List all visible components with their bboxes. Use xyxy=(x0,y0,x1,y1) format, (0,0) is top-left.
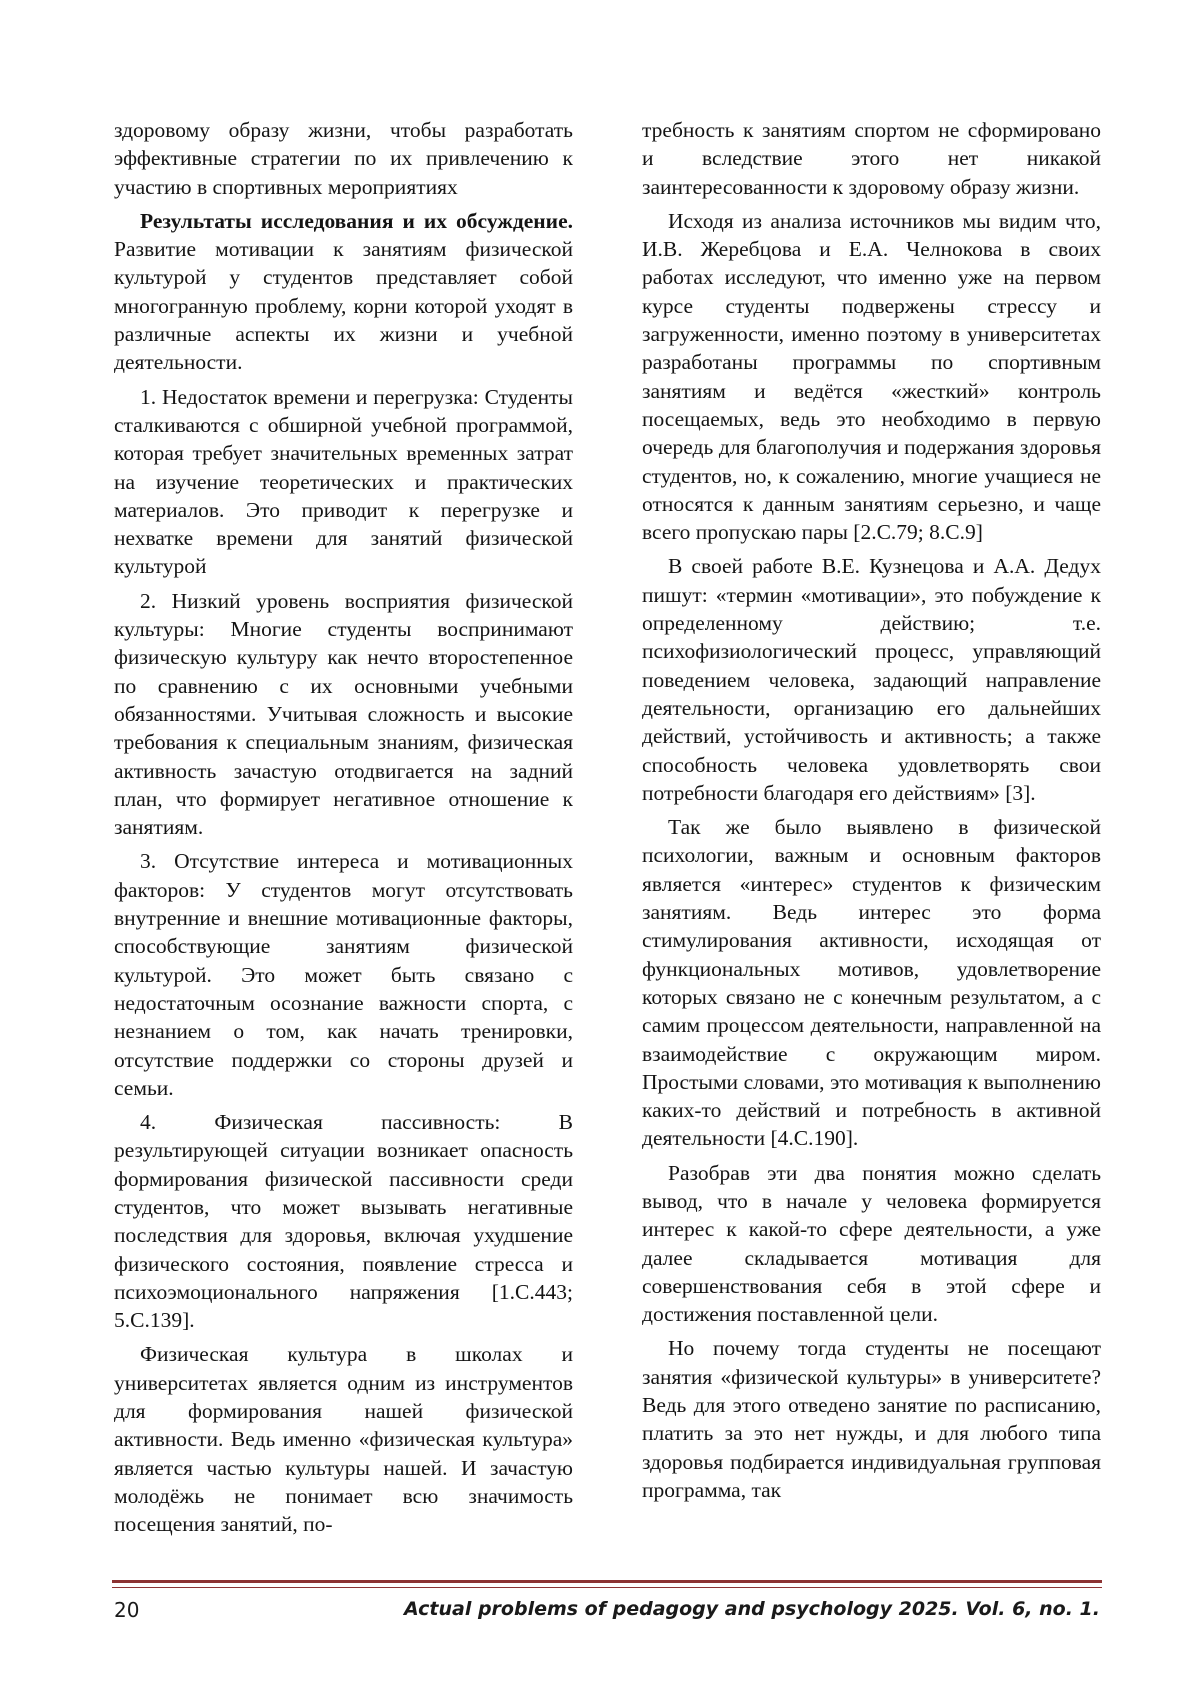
paragraph-motivation-term: В своей работе В.Е. Кузнецова и А.А. Дедух пишут: «термин «мотивации», это побуждение к определенному действию; т.е. психофизиологический процесс, управляющий поведением человека, задающий направление деятельности, организацию его дальнейших действий, устойчивость и активность; а также способность человека удовлетворять свои потребности благодаря его действиям» [3]. xyxy=(642,554,1101,805)
results-paragraph-body: Развитие мотивации к занятиям физической культурой у студентов представляет собой многогранную проблему, корни которой уходят в различные аспекты их жизни и учебной деятельности. xyxy=(114,237,573,375)
right-column xyxy=(642,116,1101,1510)
list-item-2: 2. Низкий уровень восприятия физической культуры: Многие студенты воспринимают физическую культуру как нечто второстепенное по сравнению с их основными учебными обязанностями. Учитывая сложность и высокие требования к специальным знаниям, физическая активность зачастую отодвигается на задний план, что формирует негативное отношение к занятиям. xyxy=(114,588,573,840)
paragraph-conclusion: Разобрав эти два понятия можно сделать вывод, что в начале у человека формируется интерес к какой-то сфере деятельности, а уже далее складывается мотивация для совершенствования себя в этой сфере и достижения поставленной цели. xyxy=(642,1160,1101,1327)
section-heading: Результаты исследования и их обсуждение. xyxy=(140,208,573,233)
paragraph-physical-culture: Физическая культура в школах и университетах является одним из инструментов для формирования нашей физической активности. Ведь именно «физическая культура» является частью культуры нашей. И зачастую молодёжь не понимает всю значимость посещения занятий, по- xyxy=(114,1342,573,1537)
left-column xyxy=(114,116,573,1545)
footer-rule-thick xyxy=(112,1580,1102,1583)
results-paragraph xyxy=(114,207,573,377)
list-item-4: 4. Физическая пассивность: В результирующей ситуации возникает опасность формирования физической пассивности среди студентов, что может вызывать негативные последствия для здоровья, включая ухудшение физического состояния, появление стресса и психоэмоционального напряжения [1.С.443; 5.С.139]. xyxy=(114,1110,573,1333)
paragraph-sources-analysis: Исходя из анализа источников мы видим что, И.В. Жеребцова и Е.А. Челнокова в своих работах исследуют, что именно уже на первом курсе студенты подвержены стрессу и загруженности, именно поэтому в университетах разработаны программы по спортивным занятиям и ведётся «жесткий» контроль посещаемых, ведь это необходимо в первую очередь для благополучия и подержания здоровья студентов, но, к сожалению, многие учащиеся не относятся к данным занятиям серьезно, и чаще всего пропускаю пары [2.С.79; 8.С.9] xyxy=(642,208,1101,545)
footer-rule-thin xyxy=(112,1587,1102,1588)
list-item-1: 1. Недостаток времени и перегрузка: Студенты сталкиваются с обширной учебной программой, которая требует значительных временных затрат на изучение теоретических и практических материалов. Это приводит к перегрузке и нехватке времени для занятий физической культурой xyxy=(114,384,573,579)
list-item-3: 3. Отсутствие интереса и мотивационных факторов: У студентов могут отсутствовать внутренние и внешние мотивационные факторы, способствующие занятиям физической культурой. Это может быть связано с недостаточным осознание важности спорта, с незнанием о том, как начать тренировки, отсутствие поддержки со стороны друзей и семьи. xyxy=(114,849,573,1100)
paragraph-continuation: здоровому образу жизни, чтобы разработать эффективные стратегии по их привлечению к участию в спортивных мероприятиях xyxy=(114,118,573,199)
paragraph-interest: Так же было выявлено в физической психологии, важным и основным факторов является «интерес» студентов к физическим занятиям. Ведь интерес это форма стимулирования активности, исходящая от функциональных мотивов, удовлетворение которых связано не с конечным результатом, а с самим процессом деятельности, направленной на взаимодействие с окружающим миром. Простыми словами, это мотивация к выполнению каких-то действий и потребность в активной деятельности [4.С.190]. xyxy=(642,815,1101,1151)
page-number: 20 xyxy=(114,1598,140,1622)
journal-citation: Actual problems of pedagogy and psychology 2025. Vol. 6, no. 1. xyxy=(404,1598,1100,1620)
paragraph-question: Но почему тогда студенты не посещают занятия «физической культуры» в университете? Ведь для этого отведено занятие по расписанию, платить за это нет нужды, и для любого типа здоровья подбирается индивидуальная групповая программа, так xyxy=(642,1336,1101,1502)
paragraph-continuation-right: требность к занятиям спортом не сформировано и вследствие этого нет никакой заинтересованности к здоровому образу жизни. xyxy=(642,118,1101,199)
page-footer xyxy=(114,1596,1100,1628)
